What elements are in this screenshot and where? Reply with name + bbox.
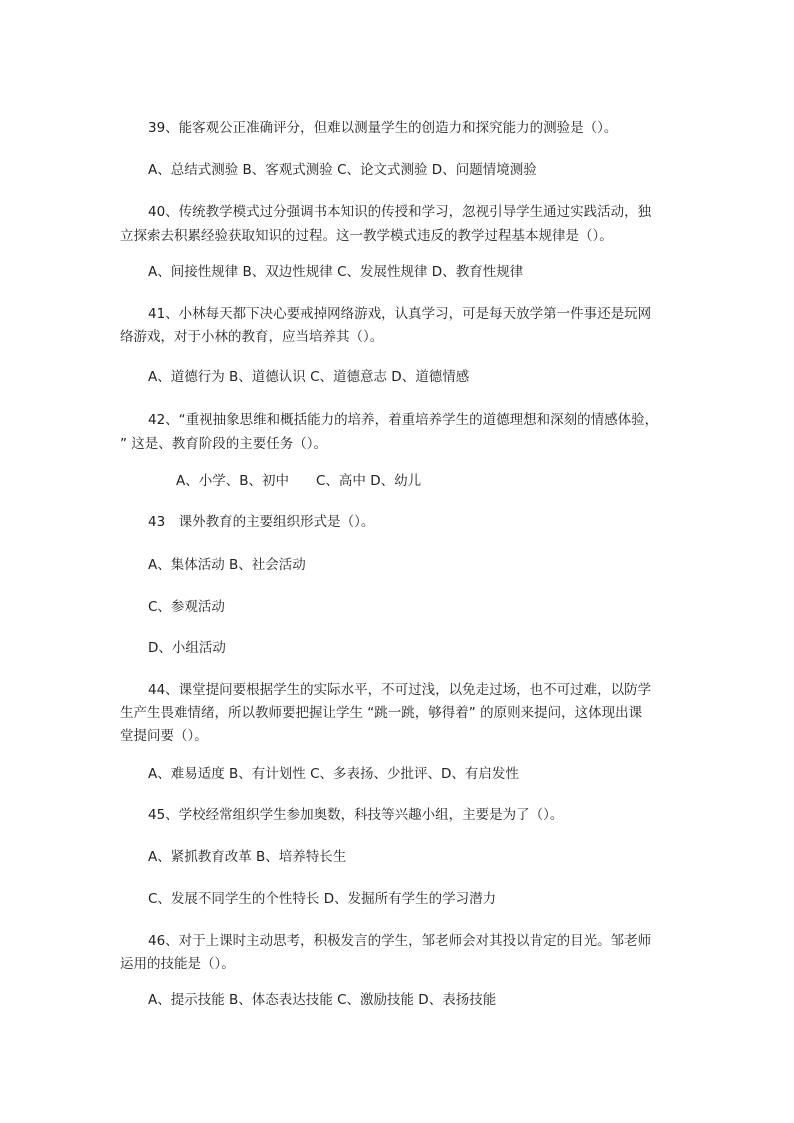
question-42: 42、“重视抽象思维和概括能力的培养，着重培养学生的道德理想和深刻的情感体验，: [148, 412, 659, 428]
question-40: 40、传统教学模式过分强调书本知识的传授和学习，忽视引导学生通过实践活动，独: [148, 204, 652, 220]
answer-options-46: A、提示技能 B、体态表达技能 C、激励技能 D、表扬技能: [148, 992, 497, 1008]
question-44-line-3: 堂提问要（）。: [120, 728, 208, 744]
answer-options-43-ab: A、集体活动 B、社会活动: [148, 557, 306, 573]
question-39: 39、能客观公正准确评分，但难以测量学生的创造力和探究能力的测验是（）。: [148, 120, 618, 136]
answer-options-41: A、道德行为 B、道德认识 C、道德意志 D、道德情感: [148, 369, 470, 385]
answer-options-45-ab: A、紧抓教育改革 B、培养特长生: [148, 849, 347, 865]
question-46: 46、对于上课时主动思考，积极发言的学生，邹老师会对其投以肯定的目光。邹老师: [148, 933, 652, 949]
question-42-line-2: ” 这是、教育阶段的主要任务（）。: [120, 436, 328, 452]
answer-options-39: A、总结式测验 B、客观式测验 C、论文式测验 D、问题情境测验: [148, 162, 537, 178]
answer-options-45-cd: C、发展不同学生的个性特长 D、发掘所有学生的学习潜力: [148, 891, 497, 907]
question-46-line-2: 运用的技能是（）。: [120, 956, 235, 972]
answer-options-40: A、间接性规律 B、双边性规律 C、发展性规律 D、教育性规律: [148, 264, 524, 280]
question-44: 44、课堂提问要根据学生的实际水平，不可过浅，以免走过场，也不可过难，以防学: [148, 682, 652, 698]
answer-options-42: A、小学、B、初中 C、高中 D、幼儿: [176, 473, 422, 489]
question-43: 43 课外教育的主要组织形式是（）。: [148, 514, 375, 530]
answer-option-43-d: D、小组活动: [148, 640, 226, 656]
question-45: 45、学校经常组织学生参加奥数，科技等兴趣小组，主要是为了（）。: [148, 807, 564, 823]
answer-options-44: A、难易适度 B、有计划性 C、多表扬、少批评、D、有启发性: [148, 766, 519, 782]
answer-option-43-c: C、参观活动: [148, 599, 225, 615]
question-44-line-2: 生产生畏难情绪，所以教师要把握让学生 “跳一跳，够得着” 的原则来提问，这体现出课: [120, 705, 643, 721]
question-40-line-2: 立探索去积累经验获取知识的过程。这一教学模式违反的教学过程基本规律是（）。: [120, 228, 613, 244]
question-41-line-2: 络游戏，对于小林的教育，应当培养其（）。: [120, 329, 384, 345]
question-41: 41、小林每天都下决心要戒掉网络游戏，认真学习，可是每天放学第一件事还是玩网: [148, 306, 652, 322]
